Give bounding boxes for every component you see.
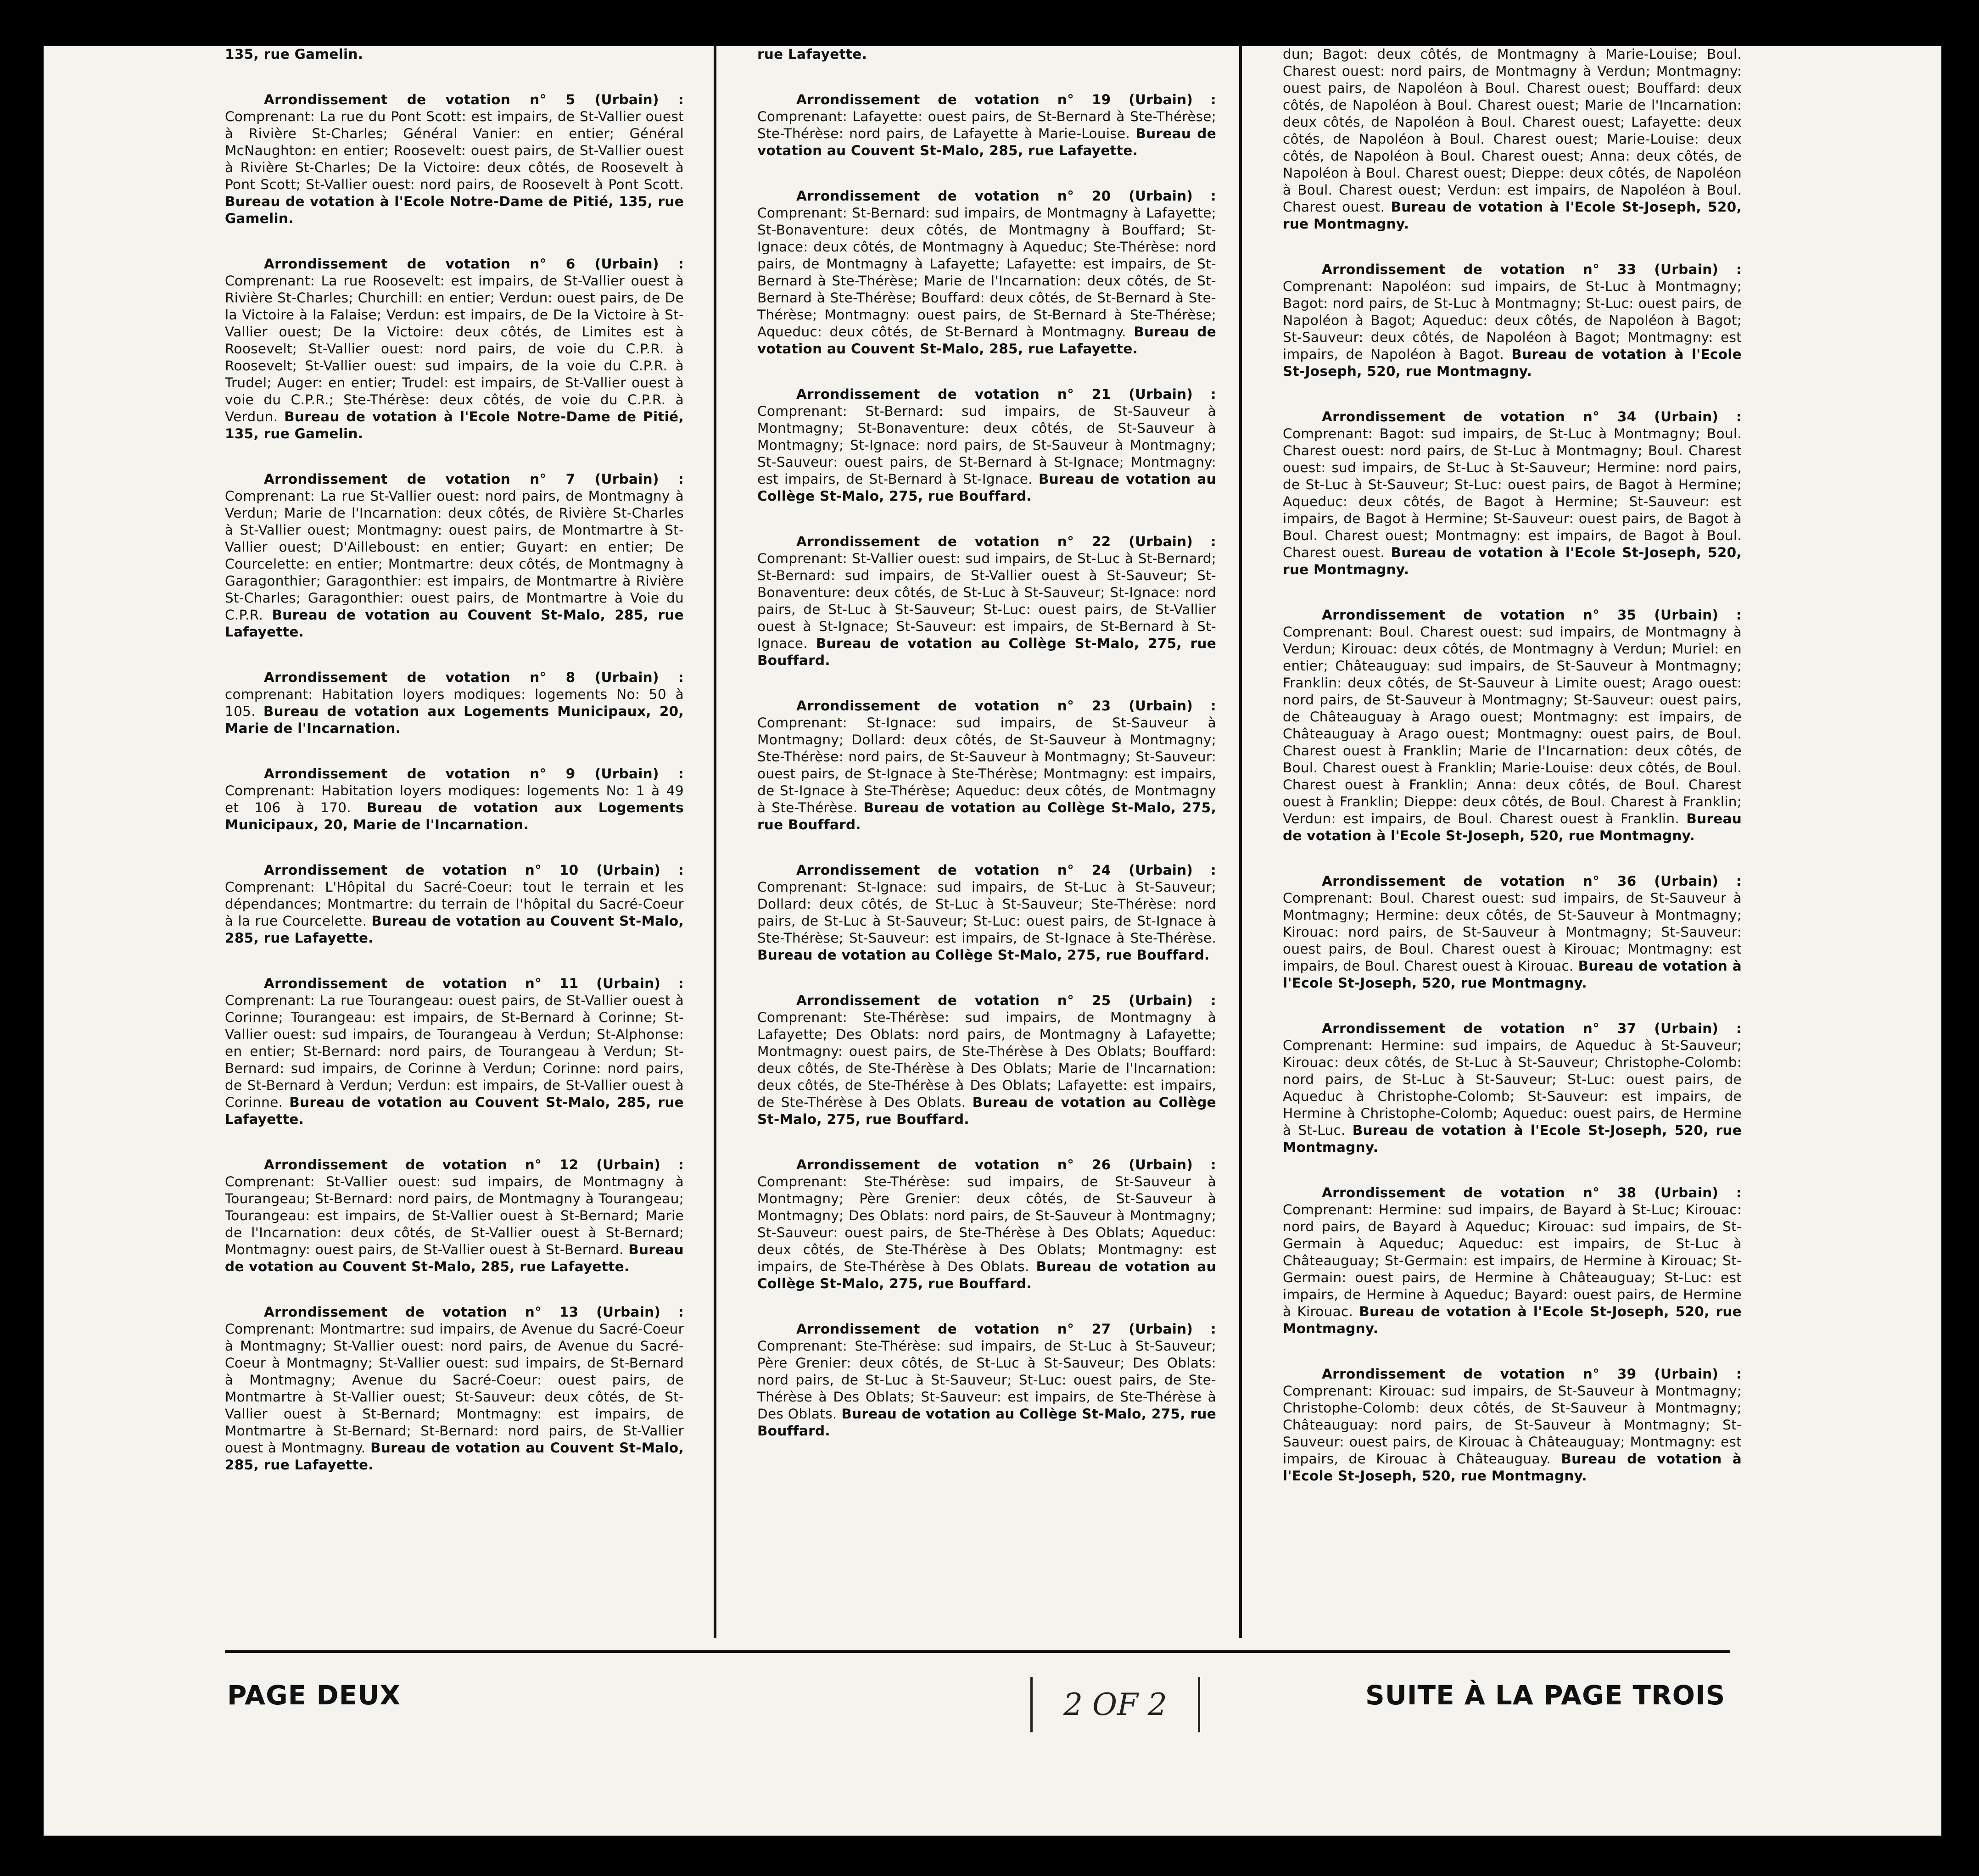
- district-heading: Arrondissement de votation n° 9 (Urbain) :: [264, 766, 684, 782]
- polling-office: Bureau de votation au Couvent St-Malo, 285, rue Lafayette.: [225, 1094, 684, 1127]
- district-entry: [225, 471, 684, 641]
- polling-office: Bureau de votation au Couvent St-Malo, 285, rue Lafayette.: [225, 913, 684, 946]
- district-heading: Arrondissement de votation n° 24 (Urbain) :: [796, 862, 1216, 878]
- continued-fragment: 135, rue Gamelin.: [225, 46, 363, 62]
- handwritten-stamp: 2 OF 2: [1030, 1677, 1200, 1732]
- district-entry: [225, 256, 684, 442]
- district-entry: [1283, 261, 1742, 380]
- district-body: Comprenant: Boul. Charest ouest: sud impairs, de Montmagny à Verdun; Kirouac: deux côtés, de Montmagny à Verdun; Muriel: en entier; Châteauguay: sud impairs, de St-Sauveur à Montmagny; Franklin: deux côtés, de St-Sauveur à Limite ouest; Arago ouest: nord pairs, de St-Sauveur à Montmagny; St-Sauveur: ouest pairs, de Châteauguay à Arago ouest; Montmagny: est impairs, de Châteauguay à Arago ouest; Montmagny: ouest pairs, de Boul. Charest ouest à Franklin; Marie de l'Incarnation: deux côtés, de Boul. Charest ouest à Franklin; Marie-Louise: deux côtés, de Boul. Charest ouest à Franklin; Anna: deux côtés, de Boul. Charest ouest à Franklin; Dieppe: deux côtés, de Boul. Charest à Franklin; Verdun: est impairs, de Boul. Charest ouest à Franklin.: [1283, 624, 1742, 826]
- polling-office: Bureau de votation au Couvent St-Malo, 285, rue Lafayette.: [757, 126, 1216, 158]
- district-heading: Arrondissement de votation n° 13 (Urbain) :: [264, 1304, 684, 1320]
- district-body: Comprenant: St-Bernard: sud impairs, de St-Sauveur à Montmagny; St-Bonaventure: deux côtés, de St-Sauveur à Montmagny; St-Ignace: nord pairs, de St-Sauveur à Montmagny; St-Sauveur: ouest pairs, de St-Bernard à St-Ignace; Montmagny: est impairs, de St-Bernard à St-Ignace.: [757, 403, 1216, 487]
- polling-office: Bureau de votation à l'Ecole Notre-Dame de Pitié, 135, rue Gamelin.: [225, 409, 684, 441]
- district-heading: Arrondissement de votation n° 12 (Urbain) :: [264, 1157, 684, 1172]
- polling-office: Bureau de votation au Couvent St-Malo, 285, rue Lafayette.: [225, 607, 684, 640]
- district-entry: [757, 188, 1216, 357]
- district-heading: Arrondissement de votation n° 25 (Urbain) :: [796, 993, 1216, 1008]
- polling-office: Bureau de votation au Couvent St-Malo, 285, rue Lafayette.: [225, 1242, 684, 1274]
- district-body: Comprenant: L'Hôpital du Sacré-Coeur: tout le terrain et les dépendances; Montmartre: du terrain de l'hôpital du Sacré-Coeur à la rue Courcelette.: [225, 879, 684, 929]
- district-body: Comprenant: St-Ignace: sud impairs, de St-Luc à St-Sauveur; Dollard: deux côtés, de St-Luc à St-Sauveur; Ste-Thérèse: nord pairs, de St-Luc à St-Sauveur; St-Luc: ouest pairs, de St-Ignace à Ste-Thérèse; St-Sauveur: est impairs, de St-Ignace à Ste-Thérèse.: [757, 879, 1216, 946]
- district-heading: Arrondissement de votation n° 10 (Urbain) :: [264, 862, 684, 878]
- polling-office: Bureau de votation aux Logements Municipaux, 20, Marie de l'Incarnation.: [225, 704, 684, 736]
- district-entry: [757, 386, 1216, 505]
- district-body: Comprenant: St-Vallier ouest: sud impairs, de St-Luc à St-Bernard; St-Bernard: sud impairs, de St-Vallier ouest à St-Sauveur; St-Bonaventure: deux côtés, de St-Luc à St-Sauveur; St-Ignace: nord pairs, de St-Luc à St-Sauveur; St-Luc: ouest pairs, de St-Vallier ouest à St-Ignace; St-Sauveur: est impairs, de St-Bernard à St-Ignace.: [757, 551, 1216, 651]
- polling-office: Bureau de votation au Collège St-Malo, 275, rue Bouffard.: [757, 1094, 1216, 1127]
- polling-office: Bureau de votation à l'Ecole St-Joseph, 520, rue Montmagny.: [1283, 958, 1742, 991]
- continued-fragment: rue Lafayette.: [757, 46, 867, 62]
- polling-office: Bureau de votation au Collège St-Malo, 275, rue Bouffard.: [757, 1406, 1216, 1439]
- district-heading: Arrondissement de votation n° 20 (Urbain) :: [796, 188, 1216, 204]
- district-body: Comprenant: Hermine: sud impairs, de Bayard à St-Luc; Kirouac: nord pairs, de Bayard à Aqueduc; Kirouac: sud impairs, de St-Germain à Aqueduc; Aqueduc: est impairs, de St-Luc à Châteauguay; St-Germain: est impairs, de Hermine à Kirouac; St-Germain: ouest pairs, de Hermine à Châteauguay; St-Luc: est impairs, de Hermine à Aqueduc; Bayard: ouest pairs, de Hermine à Kirouac.: [1283, 1202, 1742, 1319]
- newspaper-page: [44, 46, 1941, 1836]
- district-body: Comprenant: Montmartre: sud impairs, de Avenue du Sacré-Coeur à Montmagny; St-Vallier ouest: nord pairs, de Avenue du Sacré-Coeur à Montmagny; St-Vallier ouest: sud impairs, de St-Bernard à Montmagny; Avenue du Sacré-Coeur: ouest pairs, de Montmartre à St-Vallier ouest; St-Sauveur: deux côtés, de St-Vallier ouest à St-Bernard; Montmagny: est impairs, de Montmartre à St-Bernard; St-Bernard: nord pairs, de St-Vallier ouest à Montmagny.: [225, 1321, 684, 1456]
- polling-office: Bureau de votation à l'Ecole St-Joseph, 520, rue Montmagny.: [1283, 545, 1742, 577]
- district-entry: [1283, 1184, 1742, 1337]
- district-heading: Arrondissement de votation n° 26 (Urbain) :: [796, 1157, 1216, 1172]
- district-heading: Arrondissement de votation n° 39 (Urbain) :: [1322, 1366, 1742, 1382]
- district-entry: [757, 1321, 1216, 1440]
- district-heading: Arrondissement de votation n° 5 (Urbain) :: [264, 92, 684, 107]
- footer-divider: [225, 1650, 1730, 1653]
- district-heading: Arrondissement de votation n° 11 (Urbain) :: [264, 976, 684, 991]
- district-heading: Arrondissement de votation n° 8 (Urbain) :: [264, 670, 684, 685]
- column-2: [757, 46, 1216, 1643]
- district-body: Comprenant: Hermine: sud impairs, de Aqueduc à St-Sauveur; Kirouac: deux côtés, de St-Luc à St-Sauveur; Christophe-Colomb: nord pairs, de St-Luc à St-Sauveur; St-Luc: ouest pairs, de Aqueduc à Christophe-Colomb; St-Sauveur: est impairs, de Hermine à Christophe-Colomb; Aqueduc: ouest pairs, de Hermine à St-Luc.: [1283, 1038, 1742, 1138]
- district-entry: [757, 698, 1216, 833]
- district-heading: Arrondissement de votation n° 27 (Urbain) :: [796, 1321, 1216, 1337]
- district-entry: [225, 91, 684, 227]
- columns-container: [225, 46, 1785, 1647]
- district-body: Comprenant: Ste-Thérèse: sud impairs, de St-Luc à St-Sauveur; Père Grenier: deux côtés, de St-Luc à St-Sauveur; Des Oblats: nord pairs, de St-Luc à St-Sauveur; St-Luc: ouest pairs, de Ste-Thérèse à Des Oblats; St-Sauveur: est impairs, de Ste-Thérèse à Des Oblats.: [757, 1338, 1216, 1422]
- district-entry: [757, 862, 1216, 964]
- district-heading: Arrondissement de votation n° 23 (Urbain) :: [796, 698, 1216, 714]
- district-heading: Arrondissement de votation n° 35 (Urbain) :: [1322, 607, 1742, 623]
- district-body: Comprenant: Ste-Thérèse: sud impairs, de St-Sauveur à Montmagny; Père Grenier: deux côtés, de St-Sauveur à Montmagny; Des Oblats: nord pairs, de St-Sauveur à Montmagny; St-Sauveur: ouest pairs, de Ste-Thérèse à Des Oblats; Aqueduc: deux côtés, de Ste-Thérèse à Des Oblats; Montmagny: est impairs, de Ste-Thérèse à Des Oblats.: [757, 1174, 1216, 1274]
- polling-office: Bureau de votation au Collège St-Malo, 275, rue Bouffard.: [757, 800, 1216, 832]
- district-entry: [1283, 873, 1742, 992]
- polling-office: Bureau de votation à l'Ecole St-Joseph, 520, rue Montmagny.: [1283, 199, 1742, 232]
- district-body: Comprenant: La rue Roosevelt: est impairs, de St-Vallier ouest à Rivière St-Charles; Churchill: en entier; Verdun: ouest pairs, de De la Victoire à la Falaise; Verdun: est impairs, de De la Victoire à St-Vallier ouest; De la Victoire: deux côtés, de Limites est à Roosevelt; St-Vallier ouest: nord pairs, de voie du C.P.R. à Roosevelt; St-Vallier ouest: sud impairs, de la voie du C.P.R. à Trudel; Auger: en entier; Trudel: est impairs, de St-Vallier ouest à voie du C.P.R.; Ste-Thérèse: deux côtés, de voie du C.P.R. à Verdun.: [225, 273, 684, 424]
- district-body: Comprenant: St-Vallier ouest: sud impairs, de Montmagny à Tourangeau; St-Bernard: nord pairs, de Montmagny à Tourangeau; Tourangeau: est impairs, de St-Vallier ouest à St-Bernard; Marie de l'Incarnation: deux côtés, de St-Vallier ouest à St-Bernard; Montmagny: ouest pairs, de St-Vallier ouest à St-Bernard.: [225, 1174, 684, 1257]
- column-1: [225, 46, 684, 1643]
- district-body: Comprenant: St-Ignace: sud impairs, de St-Sauveur à Montmagny; Dollard: deux côtés, de St-Sauveur à Montmagny; Ste-Thérèse: nord pairs, de St-Sauveur à Montmagny; St-Sauveur: ouest pairs, de St-Ignace à Ste-Thérèse; Montmagny: est impairs, de St-Ignace à Ste-Thérèse; Aqueduc: deux côtés, de Montmagny à Ste-Thérèse.: [757, 715, 1216, 815]
- district-entry: [225, 1156, 684, 1275]
- district-heading: Arrondissement de votation n° 36 (Urbain) :: [1322, 873, 1742, 889]
- district-heading: Arrondissement de votation n° 33 (Urbain) :: [1322, 262, 1742, 277]
- district-body: Comprenant: Habitation loyers modiques: logements No: 1 à 49 et 106 à 170.: [225, 783, 684, 815]
- district-heading: Arrondissement de votation n° 7 (Urbain) :: [264, 471, 684, 487]
- district-entry: [225, 1304, 684, 1474]
- polling-office: Bureau de votation au Collège St-Malo, 275, rue Bouffard.: [757, 1259, 1216, 1291]
- district-body: Comprenant: La rue St-Vallier ouest: nord pairs, de Montmagny à Verdun; Marie de l'Incarnation: deux côtés, de Rivière St-Charles à St-Vallier ouest; Montmagny: ouest pairs, de Montmartre à St-Vallier ouest; D'Ailleboust: en entier; Guyart: en entier; De Courcelette: en entier; Montmartre: deux côtés, de Montmagny à Garagonthier; Garagonthier: est impairs, de Montmartre à Rivière St-Charles; Garagonthier: ouest pairs, de Montmartre à Voie du C.P.R.: [225, 488, 684, 623]
- district-entry: [757, 91, 1216, 159]
- district-entry: [1283, 1366, 1742, 1485]
- district-entry: [757, 992, 1216, 1128]
- district-heading: Arrondissement de votation n° 22 (Urbain) :: [796, 534, 1216, 549]
- column-3: [1283, 46, 1742, 1643]
- polling-office: Bureau de votation au Collège St-Malo, 275, rue Bouffard.: [757, 947, 1210, 963]
- district-body: Comprenant: St-Bernard: sud impairs, de Montmagny à Lafayette; St-Bonaventure: deux côtés, de Montmagny à Bouffard; St-Ignace: deux côtés, de Montmagny à Aqueduc; Ste-Thérèse: nord pairs, de Montmagny à Lafayette; Lafayette: est impairs, de St-Bernard à Ste-Thérèse; Marie de l'Incarnation: deux côtés, de St-Bernard à Ste-Thérèse; Bouffard: deux côtés, de St-Bernard à Ste-Thérèse; Montmagny: ouest pairs, de St-Bernard à Ste-Thérèse; Aqueduc: deux côtés, de St-Bernard à Montmagny.: [757, 205, 1216, 340]
- district-body: Comprenant: Bagot: sud impairs, de St-Luc à Montmagny; Boul. Charest ouest: nord pairs, de St-Luc à Montmagny; Boul. Charest ouest: sud impairs, de St-Luc à St-Sauveur; Hermine: nord pairs, de St-Luc à St-Sauveur; St-Luc: ouest pairs, de Bagot à Hermine; Aqueduc: deux côtés, de Bagot à Hermine; St-Sauveur: est impairs, de Bagot à Hermine; St-Sauveur: ouest pairs, de Bagot à Boul. Charest ouest; Montmagny: est impairs, de Bagot à Boul. Charest ouest.: [1283, 426, 1742, 560]
- district-entry: [757, 1156, 1216, 1292]
- polling-office: Bureau de votation au Couvent St-Malo, 285, rue Lafayette.: [225, 1440, 684, 1473]
- district-body: comprenant: Habitation loyers modiques: logements No: 50 à 105.: [225, 687, 684, 719]
- column-divider: [714, 46, 716, 1638]
- district-heading: Arrondissement de votation n° 6 (Urbain) :: [264, 256, 684, 272]
- continued-label: SUITE À LA PAGE TROIS: [1365, 1680, 1726, 1711]
- district-entry: [225, 765, 684, 833]
- polling-office: Bureau de votation au Collège St-Malo, 275, rue Bouffard.: [757, 471, 1216, 504]
- district-heading: Arrondissement de votation n° 21 (Urbain) :: [796, 386, 1216, 402]
- district-body: Comprenant: Napoléon: sud impairs, de St-Luc à Montmagny; Bagot: nord pairs, de St-Luc à Montmagny; St-Luc: ouest pairs, de Napoléon à Bagot; Aqueduc: deux côtés, de Napoléon à Bagot; St-Sauveur: deux côtés, de Napoléon à Bagot; Montmagny: est impairs, de Napoléon à Bagot.: [1283, 279, 1742, 362]
- continued-fragment: [1283, 46, 1742, 233]
- district-entry: [1283, 607, 1742, 844]
- district-heading: Arrondissement de votation n° 34 (Urbain) :: [1322, 409, 1742, 424]
- polling-office: Bureau de votation à l'Ecole Notre-Dame de Pitié, 135, rue Gamelin.: [225, 194, 684, 226]
- district-heading: Arrondissement de votation n° 37 (Urbain) :: [1322, 1021, 1742, 1036]
- district-body: Comprenant: Lafayette: ouest pairs, de St-Bernard à Ste-Thérèse; Ste-Thérèse: nord pairs, de Lafayette à Marie-Louise.: [757, 109, 1216, 141]
- district-body: Comprenant: Kirouac: sud impairs, de St-Sauveur à Montmagny; Christophe-Colomb: deux côtés, de St-Sauveur à Montmagny; Châteauguay: nord pairs, de St-Sauveur à Montmagny; St-Sauveur: ouest pairs, de Kirouac à Châteauguay; Montmagny: est impairs, de Kirouac à Châteauguay.: [1283, 1383, 1742, 1467]
- column-divider: [1239, 46, 1242, 1638]
- district-entry: [1283, 408, 1742, 578]
- page-label: PAGE DEUX: [227, 1680, 401, 1711]
- polling-office: Bureau de votation aux Logements Municipaux, 20, Marie de l'Incarnation.: [225, 800, 684, 832]
- district-entry: [225, 669, 684, 737]
- polling-office: Bureau de votation au Collège St-Malo, 275, rue Bouffard.: [757, 636, 1216, 668]
- district-entry: [225, 975, 684, 1128]
- district-body: Comprenant: Ste-Thérèse: sud impairs, de Montmagny à Lafayette; Des Oblats: nord pairs, de Montmagny à Lafayette; Montmagny: ouest pairs, de Ste-Thérèse à Des Oblats; Bouffard: deux côtés, de Ste-Thérèse à Des Oblats; Marie de l'Incarnation: deux côtés, de Ste-Thérèse à Des Oblats; Lafayette: est impairs, de Ste-Thérèse à Des Oblats.: [757, 1010, 1216, 1110]
- polling-office: Bureau de votation à l'Ecole St-Joseph, 520, rue Montmagny.: [1283, 1304, 1742, 1336]
- fragment-body: dun; Bagot: deux côtés, de Montmagny à Marie-Louise; Boul. Charest ouest: nord pairs, de Montmagny à Verdun; Montmagny: ouest pairs, de Napoléon à Boul. Charest ouest; Bouffard: deux côtés, de Napoléon à Boul. Charest ouest; Marie de l'Incarnation: deux côtés, de Napoléon à Boul. Charest ouest; Lafayette: deux côtés, de Napoléon à Boul. Charest ouest; Marie-Louise: deux côtés, de Napoléon à Boul. Charest ouest; Anna: deux côtés, de Napoléon à Boul. Charest ouest; Dieppe: deux côtés, de Napoléon à Boul. Charest ouest; Verdun: est impairs, de Napoléon à Boul. Charest ouest.: [1283, 46, 1742, 215]
- district-entry: [1283, 1020, 1742, 1156]
- polling-office: Bureau de votation à l'Ecole St-Joseph, 520, rue Montmagny.: [1283, 1122, 1742, 1155]
- district-body: Comprenant: La rue Tourangeau: ouest pairs, de St-Vallier ouest à Corinne; Tourangeau: est impairs, de St-Bernard à Corinne; St-Vallier ouest: sud impairs, de Tourangeau à Verdun; St-Alphonse: en entier; St-Bernard: nord pairs, de Tourangeau à Verdun; St-Bernard: sud impairs, de Corinne à Verdun; Corinne: nord pairs, de St-Bernard à Verdun; Verdun: est impairs, de St-Vallier ouest à Corinne.: [225, 993, 684, 1110]
- polling-office: Bureau de votation à l'Ecole St-Joseph, 520, rue Montmagny.: [1283, 346, 1742, 379]
- polling-office: Bureau de votation au Couvent St-Malo, 285, rue Lafayette.: [757, 324, 1216, 357]
- district-entry: [225, 862, 684, 947]
- district-body: Comprenant: La rue du Pont Scott: est impairs, de St-Vallier ouest à Rivière St-Charles; Général Vanier: en entier; Général McNaughton: en entier; Roosevelt: ouest pairs, de St-Vallier ouest à Rivière St-Charles; De la Victoire: deux côtés, de Roosevelt à Pont Scott; St-Vallier ouest: nord pairs, de Roosevelt à Pont Scott.: [225, 109, 684, 192]
- district-heading: Arrondissement de votation n° 38 (Urbain) :: [1322, 1185, 1742, 1200]
- polling-office: Bureau de votation à l'Ecole St-Joseph, 520, rue Montmagny.: [1283, 1451, 1742, 1484]
- district-body: Comprenant: Boul. Charest ouest: sud impairs, de St-Sauveur à Montmagny; Hermine: deux côtés, de St-Sauveur à Montmagny; Kirouac: nord pairs, de St-Sauveur à Montmagny; St-Sauveur: ouest pairs, de Boul. Charest ouest à Kirouac; Montmagny: est impairs, de Boul. Charest ouest à Kirouac.: [1283, 890, 1742, 974]
- polling-office: Bureau de votation à l'Ecole St-Joseph, 520, rue Montmagny.: [1283, 811, 1742, 843]
- district-entry: [757, 533, 1216, 669]
- district-heading: Arrondissement de votation n° 19 (Urbain) :: [796, 92, 1216, 107]
